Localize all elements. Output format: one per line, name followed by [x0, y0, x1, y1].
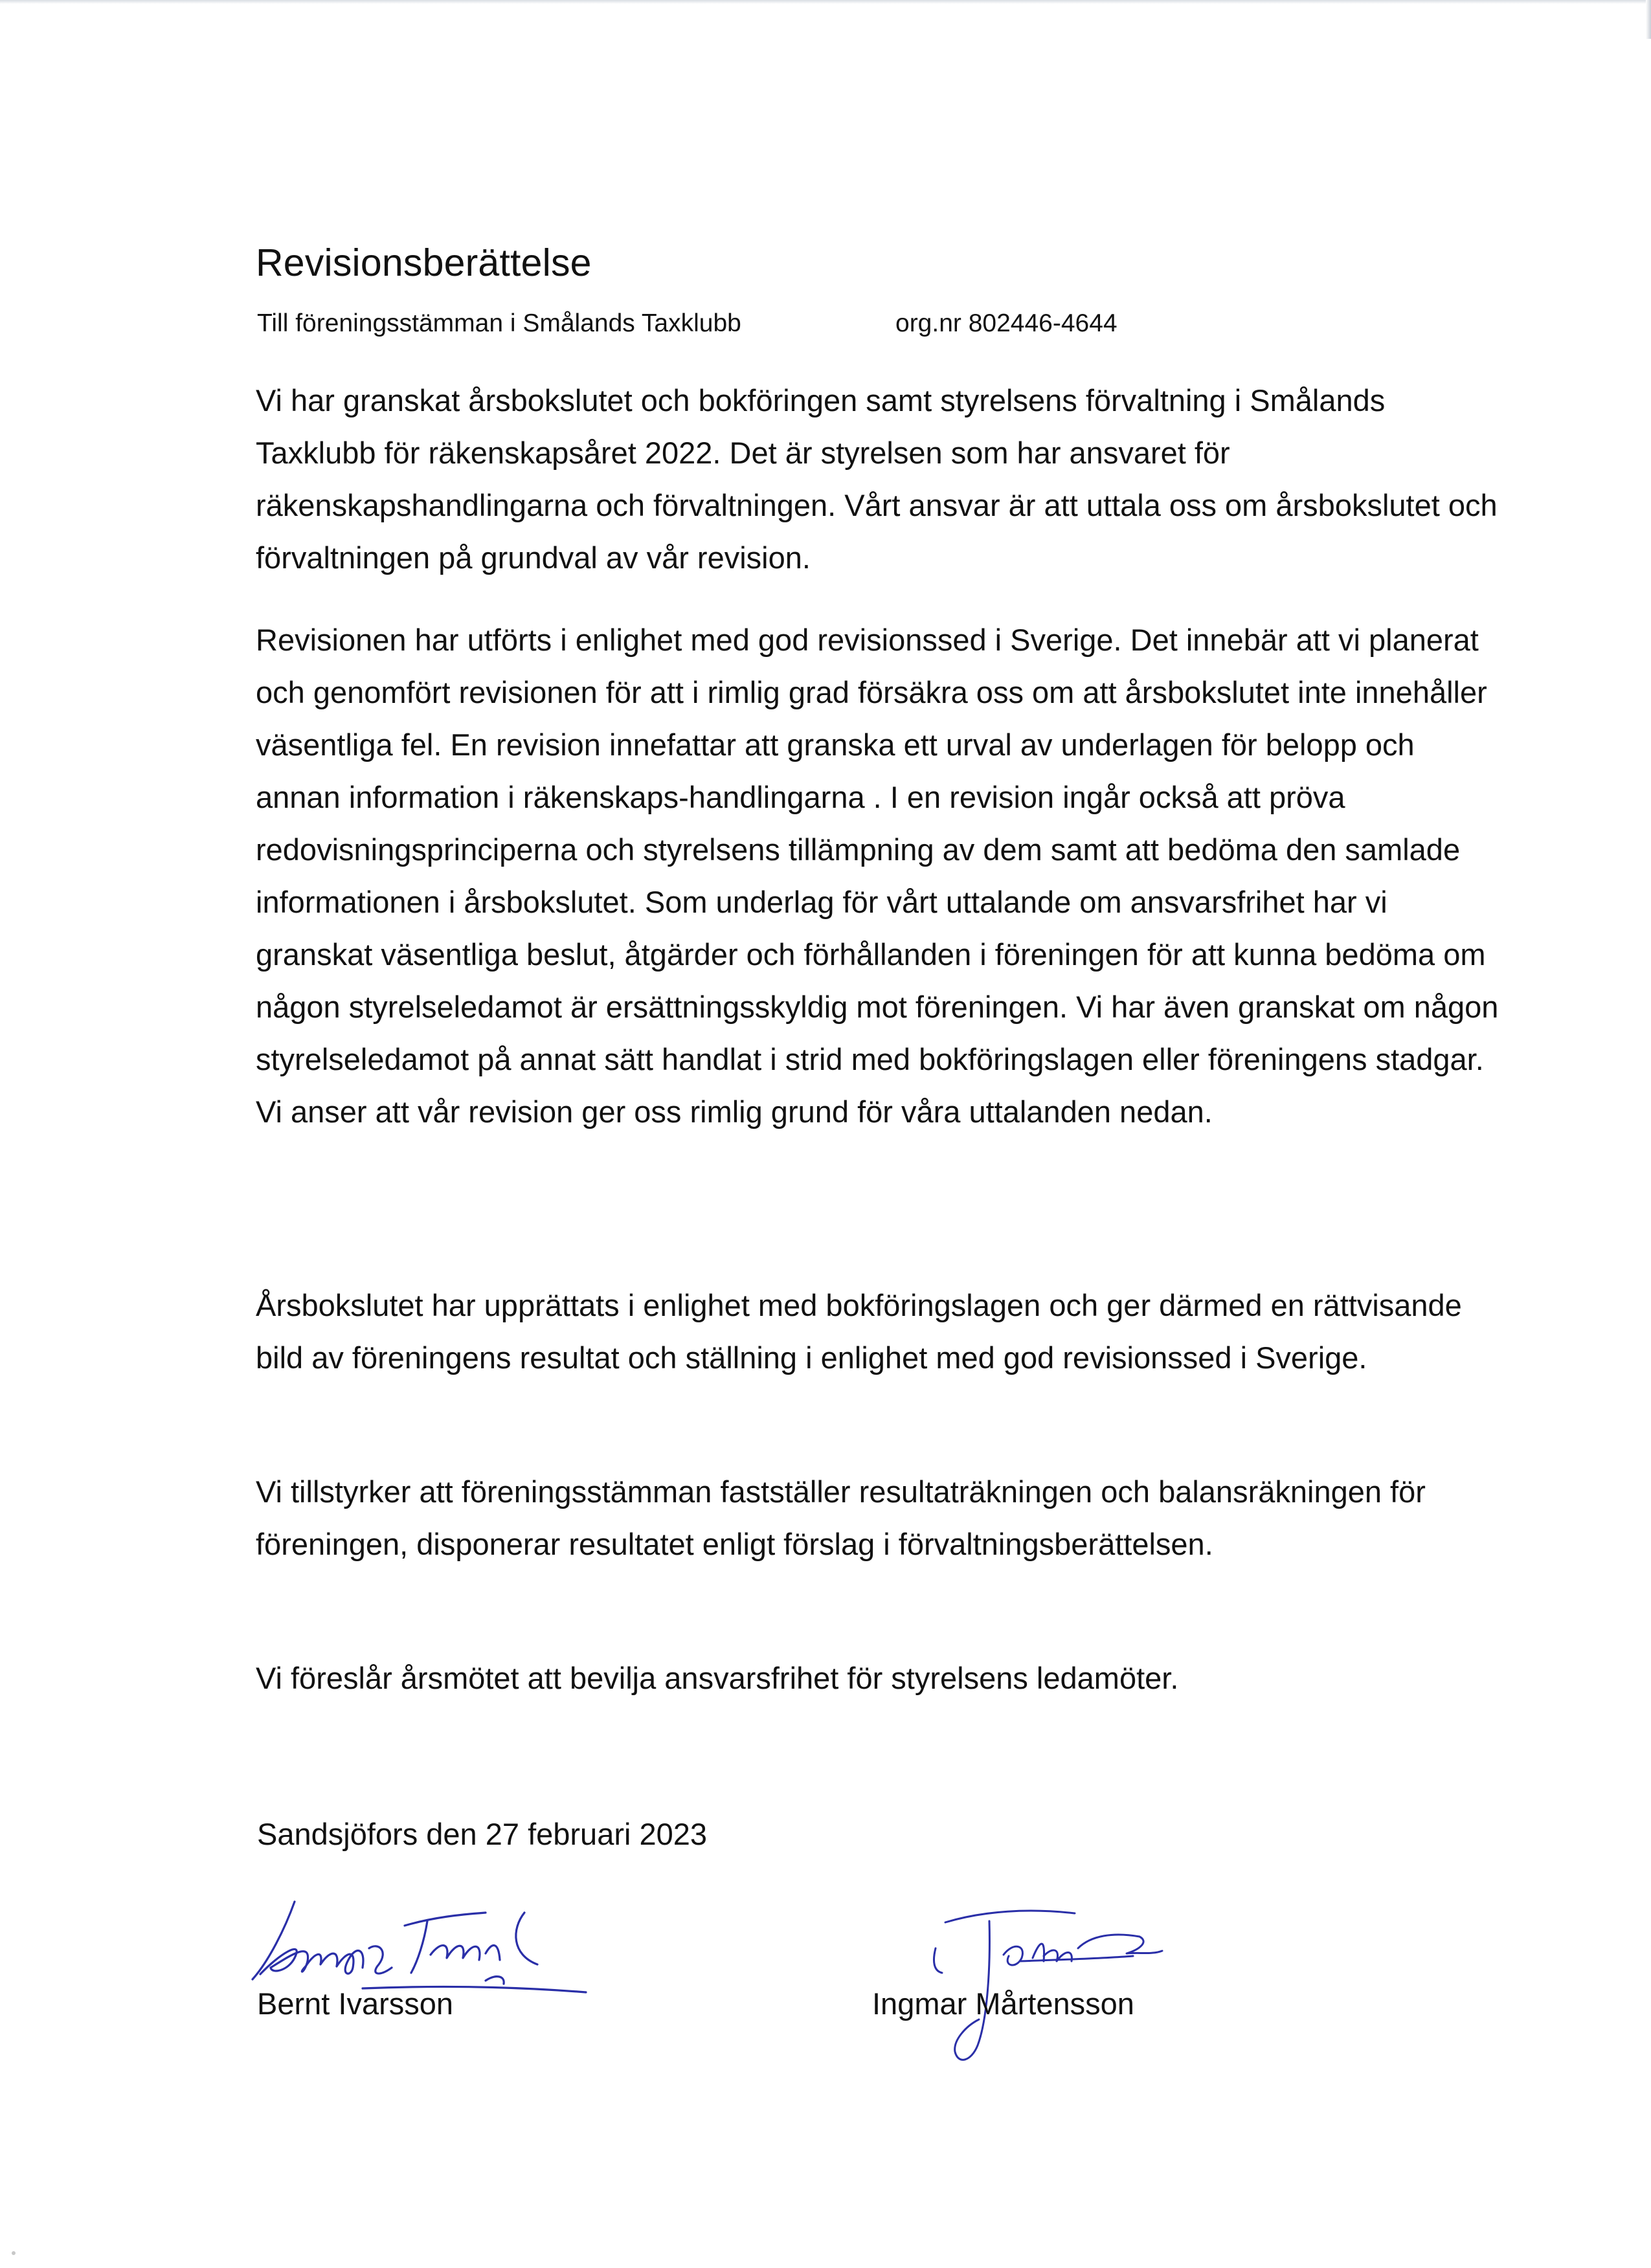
addressee-line: Till föreningsstämman i Smålands Taxklubb	[257, 309, 741, 337]
paragraph-scope: Vi har granskat årsbokslutet och bokföringen samt styrelsens förvaltning i Smålands Taxklubb för räkenskapsåret 2022. Det är styrelsen som har ansvaret för räkenskapshandlingarna och förvaltningen. Vårt ansvar är att uttala oss om årsbokslutet och förvaltningen på grundval av vår revision.	[256, 383, 1498, 575]
place-and-date: Sandsjöfors den 27 februari 2023	[257, 1817, 708, 1851]
scan-artifact-dot	[12, 2251, 16, 2255]
org-number: org.nr 802446-4644	[895, 309, 1118, 337]
scan-top-edge	[0, 0, 1651, 4]
signer-name-ingmar-martensson: Ingmar Mårtensson	[872, 1986, 1134, 2021]
document-title: Revisionsberättelse	[256, 241, 592, 284]
signer-name-bernt-ivarsson: Bernt Ivarsson	[257, 1986, 454, 2021]
paragraph-discharge: Vi föreslår årsmötet att bevilja ansvarsfrihet för styrelsens ledamöter.	[256, 1661, 1179, 1695]
paragraph-recommendation: Vi tillstyrker att föreningsstämman fastställer resultaträkningen och balansräkningen för föreningen, disponerar resultatet enligt förslag i förvaltningsberättelsen.	[256, 1474, 1426, 1561]
paragraph-method: Revisionen har utförts i enlighet med god revisionssed i Sverige. Det innebär att vi planerat och genomfört revisionen för att i rimlig grad försäkra oss om att årsbokslutet inte innehåller väsentliga fel. En revision innefattar att granska ett urval av underlagen för belopp och annan information i räkenskaps-handlingarna . I en revision ingår också att pröva redovisningsprinciperna och styrelsens tillämpning av dem samt att bedöma den samlade informationen i årsbokslutet. Som underlag för vårt uttalande om ansvarsfrihet har vi granskat väsentliga beslut, åtgärder och förhållanden i föreningen för att kunna bedöma om någon styrelseledamot är ersättningsskyldig mot föreningen. Vi har även granskat om någon styrelseledamot på annat sätt handlat i strid med bokföringslagen eller föreningens stadgar. Vi anser att vår revision ger oss rimlig grund för våra uttalanden nedan.	[256, 623, 1499, 1129]
scan-corner-shadow	[1646, 0, 1651, 39]
paragraph-opinion: Årsbokslutet har upprättats i enlighet med bokföringslagen och ger därmed en rättvisande bild av föreningens resultat och ställning i enlighet med god revisionssed i Sverige.	[256, 1288, 1462, 1375]
